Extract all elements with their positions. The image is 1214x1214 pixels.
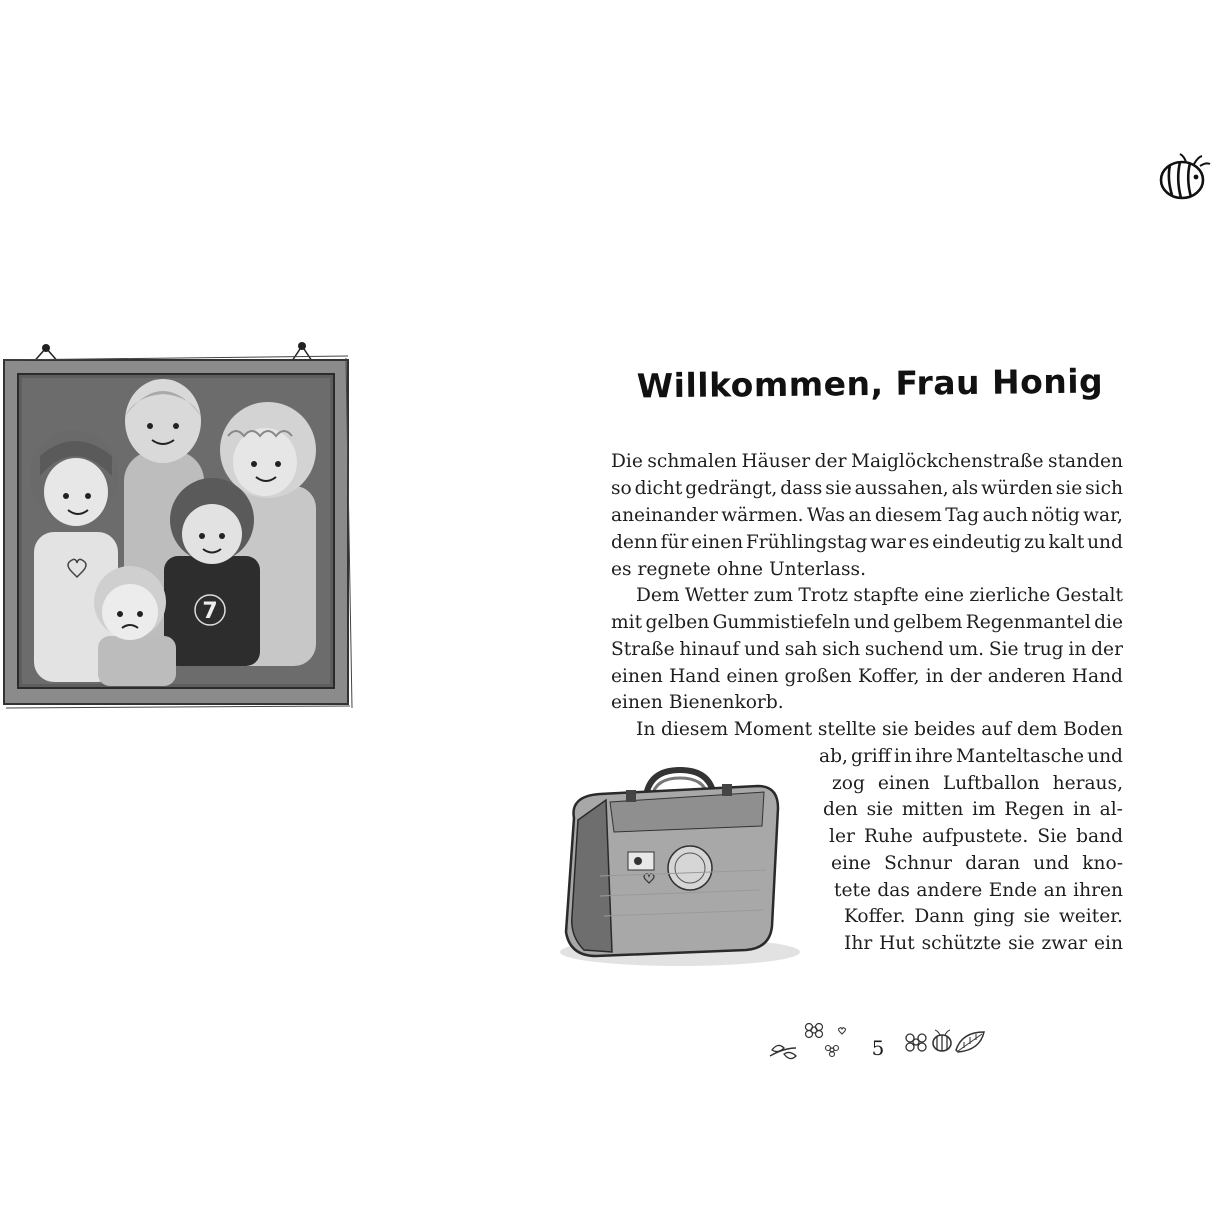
word: einen xyxy=(726,666,779,687)
word: mitten xyxy=(901,799,964,820)
word: Koffer, xyxy=(858,666,920,687)
word: Tag xyxy=(945,505,980,526)
word: Sie xyxy=(1037,826,1068,847)
word: beides xyxy=(914,719,976,740)
word: und xyxy=(1087,746,1123,767)
word: die xyxy=(1094,612,1123,633)
word: gedrängt, xyxy=(685,478,778,499)
word: suchend xyxy=(864,639,944,660)
word: heraus, xyxy=(1052,773,1123,794)
word: sie xyxy=(1008,933,1035,954)
word: schmalen xyxy=(647,451,737,472)
word: Die xyxy=(611,451,643,472)
word: und xyxy=(1033,853,1070,874)
text-line xyxy=(611,530,1123,557)
word: ein xyxy=(1094,933,1123,954)
word: aneinander xyxy=(611,505,718,526)
word: es xyxy=(611,559,632,580)
word: zu xyxy=(1023,532,1046,553)
word: an xyxy=(1043,880,1067,901)
word: eindeutig xyxy=(932,532,1022,553)
word: In xyxy=(636,719,656,740)
text-line xyxy=(834,878,1123,905)
word: Hand xyxy=(669,666,721,687)
word: Gestalt xyxy=(1055,585,1123,606)
text-line xyxy=(611,637,1123,664)
word: und xyxy=(853,612,890,633)
word: andere xyxy=(916,880,983,901)
word: Maiglöckchenstraße xyxy=(850,451,1044,472)
word: um. xyxy=(948,639,985,660)
word: auch xyxy=(982,505,1028,526)
word: Wetter xyxy=(684,585,749,606)
word: stapfte xyxy=(853,585,919,606)
word: und xyxy=(744,639,780,660)
word: Luftballon xyxy=(942,773,1040,794)
word: dass xyxy=(780,478,823,499)
word: Hand xyxy=(1071,666,1123,687)
word: kno- xyxy=(1082,853,1123,874)
text-line xyxy=(611,664,1123,691)
word: anderen xyxy=(987,666,1066,687)
word: sie xyxy=(866,799,894,820)
word: Häuser xyxy=(741,451,811,472)
word: Unterlass. xyxy=(768,559,866,580)
word: Gummistiefeln xyxy=(712,612,851,633)
word: sie xyxy=(825,478,852,499)
word: band xyxy=(1076,826,1123,847)
word: wärmen. xyxy=(721,505,804,526)
word: einen xyxy=(691,532,744,553)
word: großen xyxy=(784,666,852,687)
word: Ende xyxy=(988,880,1038,901)
shirt-number: 7 xyxy=(202,599,218,624)
word: schützte xyxy=(921,933,1002,954)
word: zierliche xyxy=(969,585,1051,606)
text-line xyxy=(823,797,1123,824)
text-line xyxy=(611,690,1123,717)
word: sie xyxy=(881,719,909,740)
word: ab, xyxy=(819,746,848,767)
word: stellte xyxy=(817,719,877,740)
word: sah xyxy=(784,639,818,660)
word: der xyxy=(949,666,982,687)
word: Koffer. xyxy=(844,906,906,927)
word: kalt xyxy=(1048,532,1085,553)
flower-bee-leaf-icon xyxy=(900,1022,990,1062)
word: weiter. xyxy=(1058,906,1123,927)
word: war, xyxy=(1083,505,1123,526)
word: eine xyxy=(924,585,965,606)
word: ging xyxy=(973,906,1015,927)
word: dem xyxy=(1016,719,1058,740)
word: diesem xyxy=(661,719,729,740)
word: zwar xyxy=(1041,933,1088,954)
text-line xyxy=(636,583,1123,610)
word: der xyxy=(814,451,847,472)
text-line xyxy=(844,904,1123,931)
text-line xyxy=(611,476,1123,503)
word: in xyxy=(894,746,912,767)
word: für xyxy=(660,532,689,553)
word: Schnur xyxy=(884,853,953,874)
word: ohne xyxy=(716,559,763,580)
word: al- xyxy=(1099,799,1123,820)
word: sie xyxy=(1055,478,1083,499)
word: Bienenkorb. xyxy=(668,692,784,713)
word: regnete xyxy=(637,559,711,580)
text-line xyxy=(636,717,1123,744)
text-line xyxy=(611,557,1123,584)
word: Regen xyxy=(1004,799,1065,820)
text-line xyxy=(831,851,1123,878)
word: dicht xyxy=(634,478,683,499)
word: würden xyxy=(981,478,1053,499)
word: gelben xyxy=(645,612,710,633)
word: der xyxy=(1091,639,1123,660)
word: standen xyxy=(1048,451,1123,472)
word: an xyxy=(848,505,872,526)
family-portrait-illustration xyxy=(0,336,360,716)
word: war xyxy=(870,532,906,553)
word: aufpustete. xyxy=(922,826,1029,847)
word: sich xyxy=(1085,478,1123,499)
word: Dann xyxy=(914,906,965,927)
word: sich xyxy=(822,639,861,660)
word: hinauf xyxy=(679,639,740,660)
word: einen xyxy=(877,773,930,794)
word: sie xyxy=(1023,906,1051,927)
word: Regenmantel xyxy=(965,612,1091,633)
word: so xyxy=(611,478,632,499)
word: Dem xyxy=(636,585,680,606)
word: mit xyxy=(611,612,643,633)
word: Hut xyxy=(879,933,915,954)
bee-icon xyxy=(1156,146,1214,204)
word: griff xyxy=(851,746,891,767)
word: Trotz xyxy=(798,585,849,606)
text-line xyxy=(844,931,1123,958)
word: in xyxy=(1072,799,1091,820)
word: Boden xyxy=(1063,719,1123,740)
chapter-title: Willkommen, Frau Honig xyxy=(636,361,1104,406)
word: ihre xyxy=(915,746,953,767)
text-line xyxy=(832,771,1123,798)
word: einen xyxy=(611,666,663,687)
word: auf xyxy=(981,719,1012,740)
word: im xyxy=(972,799,996,820)
text-line xyxy=(611,503,1123,530)
text-line xyxy=(611,610,1123,637)
flower-sprig-icon xyxy=(762,1018,852,1064)
word: Was xyxy=(806,505,846,526)
text-line xyxy=(819,744,1123,771)
word: denn xyxy=(611,532,658,553)
word: Frühlingstag xyxy=(745,532,868,553)
word: tete xyxy=(834,880,871,901)
word: zog xyxy=(832,773,865,794)
word: Moment xyxy=(733,719,813,740)
word: Ruhe xyxy=(863,826,913,847)
word: Sie xyxy=(988,639,1019,660)
word: gelbem xyxy=(892,612,963,633)
text-line xyxy=(829,824,1123,851)
word: es xyxy=(908,532,930,553)
word: aussahen, xyxy=(854,478,949,499)
word: Manteltasche xyxy=(956,746,1085,767)
word: ihren xyxy=(1073,880,1123,901)
word: einen xyxy=(611,692,663,713)
word: trug xyxy=(1023,639,1064,660)
word: diesem xyxy=(874,505,942,526)
word: in xyxy=(925,666,944,687)
word: den xyxy=(823,799,858,820)
word: zum xyxy=(753,585,794,606)
word: als xyxy=(951,478,979,499)
word: und xyxy=(1087,532,1123,553)
suitcase-illustration xyxy=(540,756,800,976)
word: Straße xyxy=(611,639,675,660)
page-number: 5 xyxy=(871,1036,885,1060)
word: ler xyxy=(829,826,855,847)
word: nötig xyxy=(1031,505,1080,526)
text-line xyxy=(611,449,1123,476)
word: eine xyxy=(831,853,871,874)
word: das xyxy=(877,880,910,901)
word: in xyxy=(1068,639,1087,660)
word: Ihr xyxy=(844,933,873,954)
word: daran xyxy=(965,853,1021,874)
